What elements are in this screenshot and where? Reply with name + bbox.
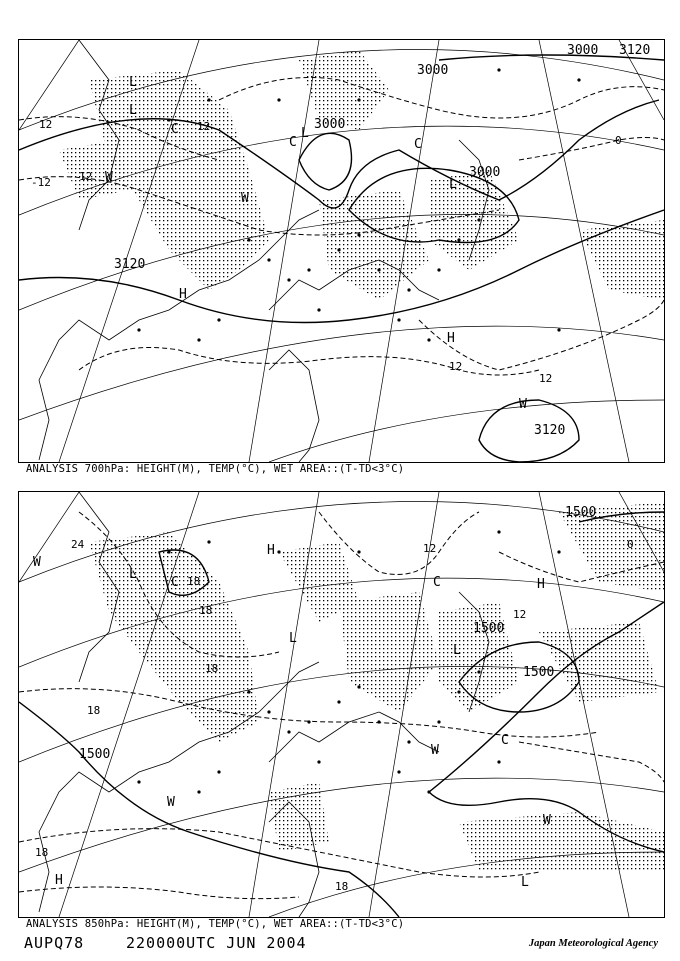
temp-label: 12 [79, 170, 93, 183]
system-label: W [431, 743, 439, 758]
chart-caption-850hpa: ANALYSIS 850hPa: HEIGHT(M), TEMP(°C), WET AREA::(T-TD<3°C) [26, 918, 405, 930]
system-label: L [453, 643, 461, 658]
system-label: W [241, 191, 249, 206]
system-label: L [449, 177, 457, 192]
temp-label: 18 [187, 575, 201, 588]
system-label: C [171, 122, 179, 137]
system-label: H [55, 873, 63, 888]
map-panel-850hpa [18, 491, 665, 918]
system-label: C [414, 137, 422, 152]
height-label: 1500 [473, 621, 505, 636]
system-label: C [501, 733, 509, 748]
temp-label: 12 [197, 120, 211, 133]
temp-label: 18 [205, 662, 219, 675]
temp-label: 12 [539, 372, 553, 385]
map-850hpa-canvas [19, 492, 664, 917]
system-label: C [289, 135, 297, 150]
height-label: 3120 [534, 423, 566, 438]
system-label: L [521, 875, 529, 890]
temp-label: 24 [71, 538, 85, 551]
temp-label: 18 [335, 880, 349, 893]
system-label: W [167, 795, 175, 810]
system-label: H [447, 331, 455, 346]
temp-label: 12 [449, 360, 463, 373]
height-label: 3000 [469, 165, 501, 180]
temp-label: 18 [35, 846, 49, 859]
system-label: H [179, 287, 187, 302]
height-label: 3120 [619, 43, 651, 58]
system-label: L [129, 567, 137, 582]
system-label: L [129, 103, 137, 118]
system-label: L [301, 126, 309, 141]
temp-label: -12 [31, 176, 51, 189]
system-label: L [289, 631, 297, 646]
system-label: W [519, 397, 527, 412]
temp-label: 12 [39, 118, 53, 131]
map-700hpa-canvas [19, 40, 664, 462]
height-label: 3000 [567, 43, 599, 58]
temp-label: 12 [423, 542, 437, 555]
map-panel-700hpa [18, 39, 665, 463]
system-label: H [267, 543, 275, 558]
temp-label: 18 [199, 604, 213, 617]
system-label: C [433, 575, 441, 590]
system-label: W [105, 170, 113, 185]
system-label: W [33, 555, 41, 570]
height-label: 1500 [79, 747, 111, 762]
temp-label: 0 [615, 134, 622, 147]
temp-label: 18 [87, 704, 101, 717]
bulletin-time: 220000UTC JUN 2004 [126, 934, 307, 952]
height-label: 1500 [523, 665, 555, 680]
system-label: C [171, 575, 179, 590]
temp-label: 12 [513, 608, 527, 621]
agency-credit: Japan Meteorological Agency [528, 938, 658, 949]
height-label: 3000 [314, 117, 346, 132]
height-label: 1500 [565, 505, 597, 520]
wet-area-shading [89, 502, 664, 872]
temp-label: 0 [627, 538, 634, 551]
system-label: W [543, 813, 551, 828]
system-label: L [129, 75, 137, 90]
system-label: H [537, 577, 545, 592]
chart-caption-700hpa: ANALYSIS 700hPa: HEIGHT(M), TEMP(°C), WET AREA::(T-TD<3°C) [26, 463, 405, 475]
height-label: 3120 [114, 257, 146, 272]
bulletin-id: AUPQ78 [24, 934, 85, 952]
height-label: 3000 [417, 63, 449, 78]
